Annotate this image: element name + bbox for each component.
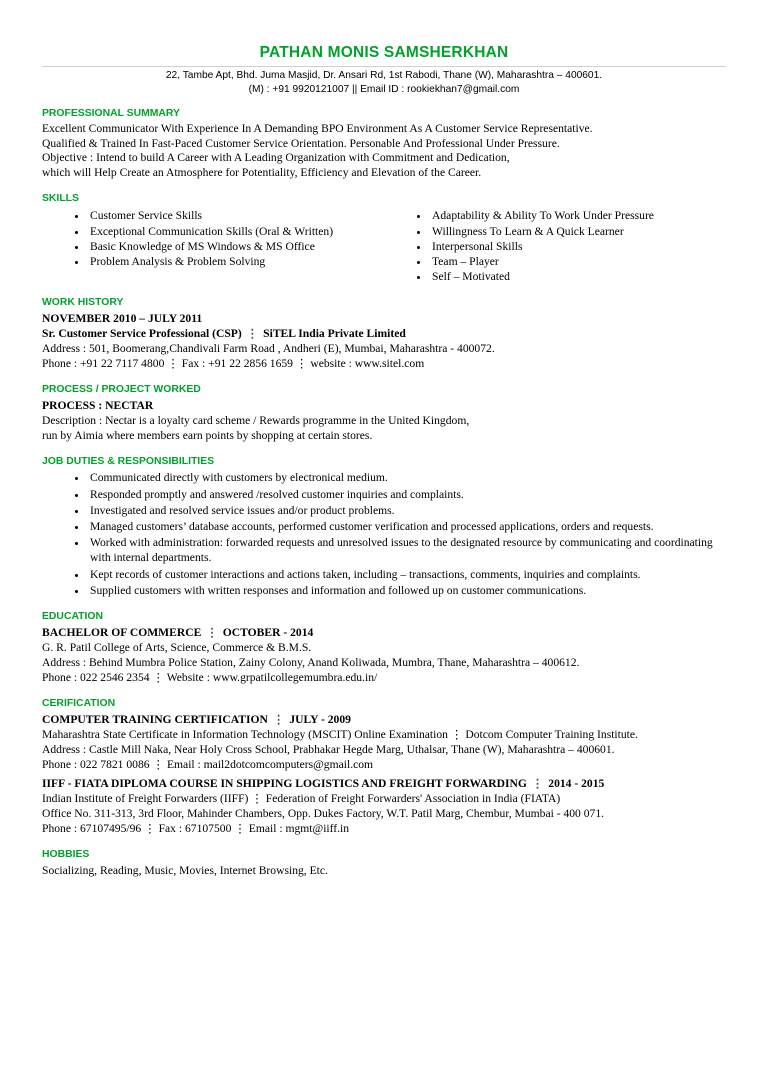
certification-address: Address : Castle Mill Naka, Near Holy Cross School, Prabhakar Hegde Marg, Uthalsar, Thane (W), Maharashtra – 400601. (42, 743, 615, 757)
list-item: • Kept records of customer interactions and actions taken, including – transactions, comments, inquiries and complaints. (88, 567, 726, 582)
skills-column-right (384, 208, 726, 284)
work-role-line (42, 326, 726, 341)
certification-detail: Maharashtra State Certificate in Information Technology (MSCIT) Online Examination ⋮ Dotcom Computer Training Institute. (42, 728, 638, 742)
process-description-line: Description : Nectar is a loyalty card scheme / Rewards programme in the United Kingdom, (42, 414, 470, 428)
list-item: • Investigated and resolved service issues and/or product problems. (88, 503, 726, 518)
work-company: SiTEL India Private Limited (263, 327, 406, 341)
list-item: • Team – Player (430, 254, 726, 269)
education-address: Address : Behind Mumbra Police Station, Zainy Colony, Anand Koliwada, Mumbra, Thane, Maharashtra – 400612. (42, 656, 580, 670)
process-description-line: run by Aimia where members earn points by shopping at certain stores. (42, 429, 373, 443)
list-item: • Willingness To Learn & A Quick Learner (430, 224, 726, 239)
list-item: • Supplied customers with written responses and information and followed up on customer communications. (88, 583, 726, 598)
certification-title: IIFF - FIATA DIPLOMA COURSE IN SHIPPING LOGISTICS AND FREIGHT FORWARDING (42, 777, 527, 791)
certification-phone-line: Phone : 022 7821 0086 ⋮ Email : mail2dotcomcomputers@gmail.com (42, 758, 374, 772)
section-heading-education: EDUCATION (42, 611, 103, 623)
work-role: Sr. Customer Service Professional (CSP) (42, 327, 242, 341)
list-item: • Responded promptly and answered /resolved customer inquiries and complaints. (88, 487, 726, 502)
section-heading-skills: SKILLS (42, 193, 79, 205)
professional-summary-body (42, 122, 726, 180)
skills-columns (42, 208, 726, 284)
certification-phone-line: Phone : 67107495/96 ⋮ Fax : 67107500 ⋮ Email : mgmt@iiff.in (42, 822, 350, 836)
certification-address: Office No. 311-313, 3rd Floor, Mahinder Chambers, Opp. Dukes Factory, W.T. Patil Marg, Chembur, Mumbai - 400 071. (42, 807, 605, 821)
process-name: PROCESS : NECTAR (42, 399, 154, 413)
education-date: OCTOBER - 2014 (222, 626, 314, 640)
list-item: • Exceptional Communication Skills (Oral & Written) (88, 224, 384, 239)
certification-title-line (42, 776, 726, 791)
list-item: • Communicated directly with customers by electronical medium. (88, 470, 726, 485)
certification-date: 2014 - 2015 (548, 777, 605, 791)
list-item: • Self – Motivated (430, 269, 726, 284)
education-phone-line: Phone : 022 2546 2354 ⋮ Website : www.grpatilcollegemumbra.edu.in/ (42, 671, 378, 685)
work-dates: NOVEMBER 2010 – JULY 2011 (42, 312, 203, 326)
list-item: • Worked with administration: forwarded requests and unresolved issues to the designated resource by communicating and coordinating with internal departments. (88, 535, 726, 565)
list-item: • Adaptability & Ability To Work Under Pressure (430, 208, 726, 223)
summary-line: which will Help Create an Atmosphere for Potentiality, Efficiency and Elevation of the Career. (42, 165, 482, 179)
education-degree: BACHELOR OF COMMERCE (42, 626, 202, 640)
list-item: • Managed customers’ database accounts, performed customer verification and processed applications, orders and requests. (88, 519, 726, 534)
header-contact: (M) : +91 9920121007 || Email ID : rookiekhan7@gmail.com (248, 84, 520, 95)
separator-icon: ⋮ (269, 713, 288, 727)
list-item: • Customer Service Skills (88, 208, 384, 223)
summary-line: Objective : Intend to build A Career with A Leading Organization with Commitment and Dedication, (42, 151, 510, 165)
section-heading-job-duties: JOB DUTIES & RESPONSIBILITIES (42, 456, 215, 468)
summary-line: Qualified & Trained In Fast-Paced Customer Service Orientation. Personable And Professional Under Pressure. (42, 136, 560, 150)
section-heading-certification: CERIFICATION (42, 698, 116, 710)
work-phone-line: Phone : +91 22 7117 4800 ⋮ Fax : +91 22 2856 1659 ⋮ website : www.sitel.com (42, 357, 425, 371)
certification-detail: Indian Institute of Freight Forwarders (IIFF) ⋮ Federation of Freight Forwarders' Association in India (FIATA) (42, 792, 561, 806)
summary-line: Excellent Communicator With Experience In A Demanding BPO Environment As A Customer Service Representative. (42, 122, 593, 135)
hobbies-text: Socializing, Reading, Music, Movies, Internet Browsing, Etc. (42, 864, 328, 878)
list-item: • Basic Knowledge of MS Windows & MS Office (88, 239, 384, 254)
separator-icon: ⋮ (243, 327, 262, 341)
header-address: 22, Tambe Apt, Bhd. Juma Masjid, Dr. Ansari Rd, 1st Rabodi, Thane (W), Maharashtra – 400601. (42, 66, 726, 81)
skills-column-left (42, 208, 384, 284)
page-title: PATHAN MONIS SAMSHERKHAN (259, 44, 509, 61)
education-institute: G. R. Patil College of Arts, Science, Commerce & B.M.S. (42, 641, 312, 655)
certification-title: COMPUTER TRAINING CERTIFICATION (42, 713, 268, 727)
certification-title-line (42, 712, 726, 727)
education-degree-line (42, 625, 726, 640)
section-heading-hobbies: HOBBIES (42, 849, 90, 861)
work-address: Address : 501, Boomerang,Chandivali Farm Road , Andheri (E), Mumbai, Maharashtra - 400072. (42, 342, 495, 356)
certification-date: JULY - 2009 (289, 713, 351, 727)
section-heading-process: PROCESS / PROJECT WORKED (42, 384, 201, 396)
section-heading-professional-summary: PROFESSIONAL SUMMARY (42, 108, 180, 119)
list-item: • Interpersonal Skills (430, 239, 726, 254)
separator-icon: ⋮ (203, 626, 221, 640)
list-item: • Problem Analysis & Problem Solving (88, 254, 384, 269)
separator-icon: ⋮ (528, 777, 547, 791)
job-duties-list (42, 470, 726, 598)
section-heading-work-history: WORK HISTORY (42, 297, 124, 309)
